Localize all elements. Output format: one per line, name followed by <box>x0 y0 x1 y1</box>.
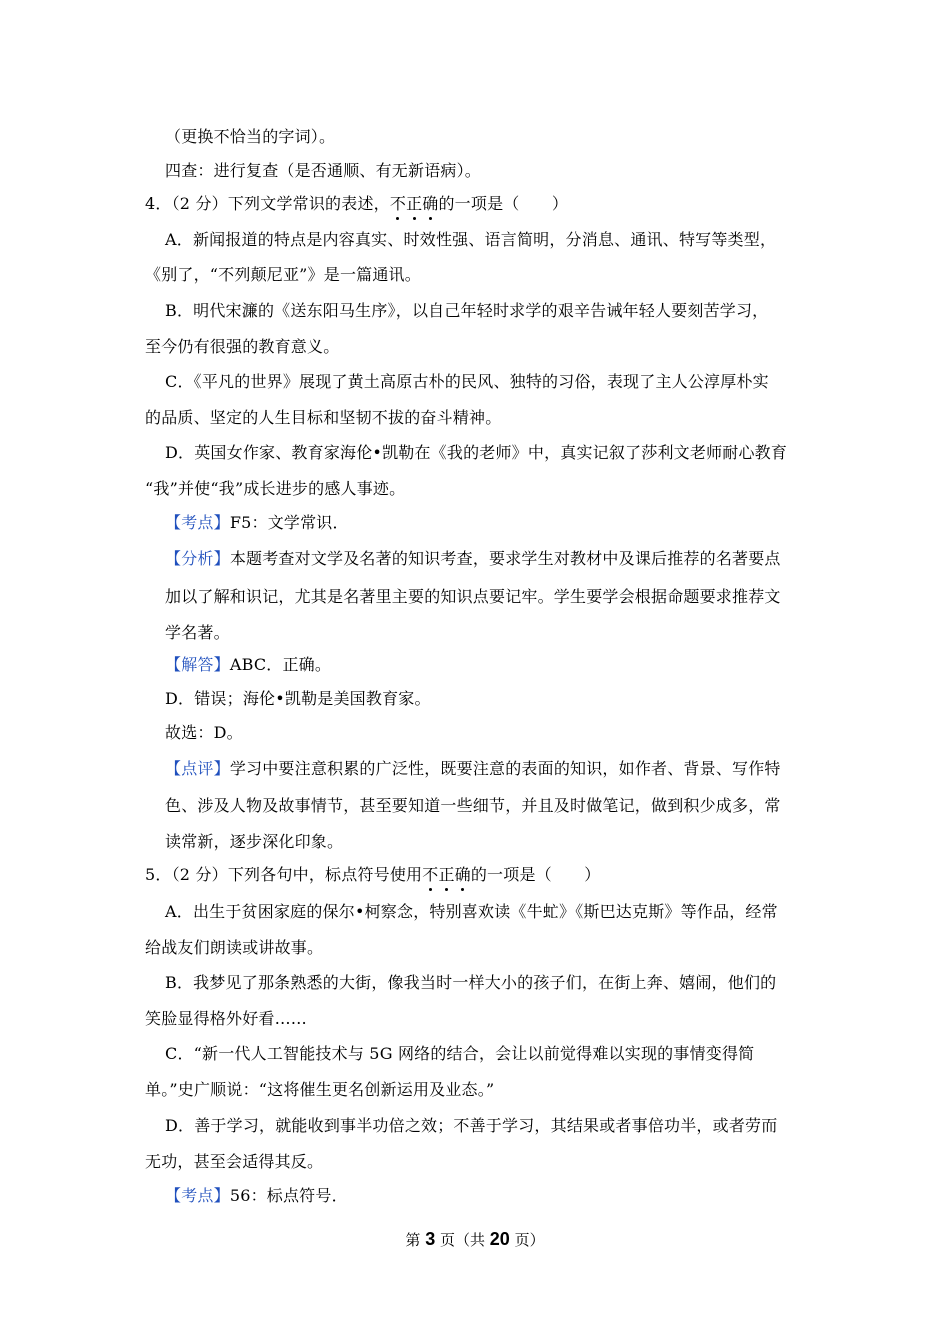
q4-dianping-line-3: 读常新，逐步深化印象。 <box>165 832 344 851</box>
q5-option-a-line-1: A．出生于贫困家庭的保尔•柯察念，特别喜欢读《牛虻》《斯巴达克斯》等作品，经常 <box>165 902 778 921</box>
q4-dianping-line-2: 色、涉及人物及故事情节，甚至要知道一些细节，并且及时做笔记，做到积少成多，常 <box>165 796 781 815</box>
q4-option-b-line-2: 至今仍有很强的教育意义。 <box>145 337 340 356</box>
q4-option-b-line-1: B．明代宋濂的《送东阳马生序》，以自己年轻时求学的艰辛告诫年轻人要刻苦学习， <box>165 301 769 320</box>
q5-stem-post: 的一项是（ ） <box>470 865 601 884</box>
question-4-stem <box>145 194 568 214</box>
q4-jieda <box>165 655 331 675</box>
page-total: 20 <box>489 1229 510 1249</box>
q4-option-c-line-2: 的品质、坚定的人生目标和坚韧不拔的奋斗精神。 <box>145 408 502 427</box>
q4-option-a-line-2: 《别了，“不列颠尼亚”》是一篇通讯。 <box>145 265 421 284</box>
q4-option-d-line-2: “我”并使“我”成长进步的感人事迹。 <box>145 479 406 498</box>
fenxi-tag: 【分析】 <box>165 549 230 568</box>
q4-jieda-line-2: D．错误；海伦•凯勒是美国教育家。 <box>165 689 431 708</box>
page-footer <box>0 1229 950 1250</box>
q4-kaodian <box>165 513 349 533</box>
q5-emphasis-char: 确 <box>454 865 471 884</box>
q4-emphasis-char: 确 <box>422 194 439 213</box>
q4-fenxi-line-1 <box>165 549 781 569</box>
q5-option-a-line-2: 给战友们朗读或讲故事。 <box>145 938 324 957</box>
q5-option-d-line-2: 无功，甚至会适得其反。 <box>145 1152 324 1171</box>
dianping-text: 学习中要注意积累的广泛性，既要注意的表面的知识，如作者、背景、写作特 <box>229 759 781 778</box>
q4-option-c-line-1: C．《平凡的世界》展现了黄土高原古朴的民风、独特的习俗，表现了主人公淳厚朴实 <box>165 372 769 391</box>
page-number: 3 <box>425 1229 436 1249</box>
kaodian-text: F5：文学常识． <box>229 513 349 532</box>
dianping-tag: 【点评】 <box>165 759 230 778</box>
q4-emphasis-char: 正 <box>406 194 423 213</box>
kaodian-tag: 【考点】 <box>165 1186 230 1205</box>
jieda-text: ABC．正确。 <box>229 655 332 674</box>
kaodian-text: 56：标点符号． <box>229 1186 348 1205</box>
intro-line-2: 四查：进行复查（是否通顺、有无新语病）。 <box>165 161 482 180</box>
q5-option-d-line-1: D．善于学习，就能收到事半功倍之效；不善于学习，其结果或者事倍功半，或者劳而 <box>165 1116 778 1135</box>
kaodian-tag: 【考点】 <box>165 513 230 532</box>
q5-option-b-line-1: B．我梦见了那条熟悉的大街，像我当时一样大小的孩子们，在街上奔、嬉闹，他们的 <box>165 973 777 992</box>
footer-prefix: 第 <box>405 1231 426 1249</box>
q5-option-b-line-2: 笑脸显得格外好看…… <box>145 1009 308 1028</box>
q5-emphasis-char: 不 <box>422 865 439 884</box>
jieda-tag: 【解答】 <box>165 655 230 674</box>
q4-dianping-line-1 <box>165 759 781 779</box>
fenxi-text: 本题考查对文学及名著的知识考查，要求学生对教材中及课后推荐的名著要点 <box>229 549 781 568</box>
q5-kaodian <box>165 1186 348 1206</box>
q4-emphasis-char: 不 <box>389 194 407 213</box>
footer-middle: 页（共 <box>435 1231 490 1249</box>
q5-emphasis-char: 正 <box>438 865 455 884</box>
q4-stem-post: 的一项是（ ） <box>438 194 569 213</box>
q4-answer: 故选：D。 <box>165 723 243 742</box>
intro-line-1: （更换不恰当的字词）。 <box>165 127 336 146</box>
q5-option-c-line-2: 单。”史广顺说：“这将催生更名创新运用及业态。” <box>145 1080 495 1099</box>
q5-stem-pre: 5．（2 分）下列各句中，标点符号使用 <box>145 865 423 884</box>
q4-fenxi-line-3: 学名著。 <box>165 623 230 642</box>
footer-suffix: 页） <box>509 1231 545 1249</box>
q4-option-d-line-1: D．英国女作家、教育家海伦•凯勒在《我的老师》中，真实记叙了莎利文老师耐心教育 <box>165 443 788 462</box>
question-5-stem <box>145 865 600 885</box>
q5-option-c-line-1: C．“新一代人工智能技术与 5G 网络的结合，会让以前觉得难以实现的事情变得简 <box>165 1044 755 1063</box>
q4-fenxi-line-2: 加以了解和识记，尤其是名著里主要的知识点要记牢。学生要学会根据命题要求推荐文 <box>165 587 781 606</box>
q4-option-a-line-1: A．新闻报道的特点是内容真实、时效性强、语言简明，分消息、通讯、特写等类型， <box>165 230 777 249</box>
q4-stem-pre: 4．（2 分）下列文学常识的表述， <box>145 194 390 213</box>
